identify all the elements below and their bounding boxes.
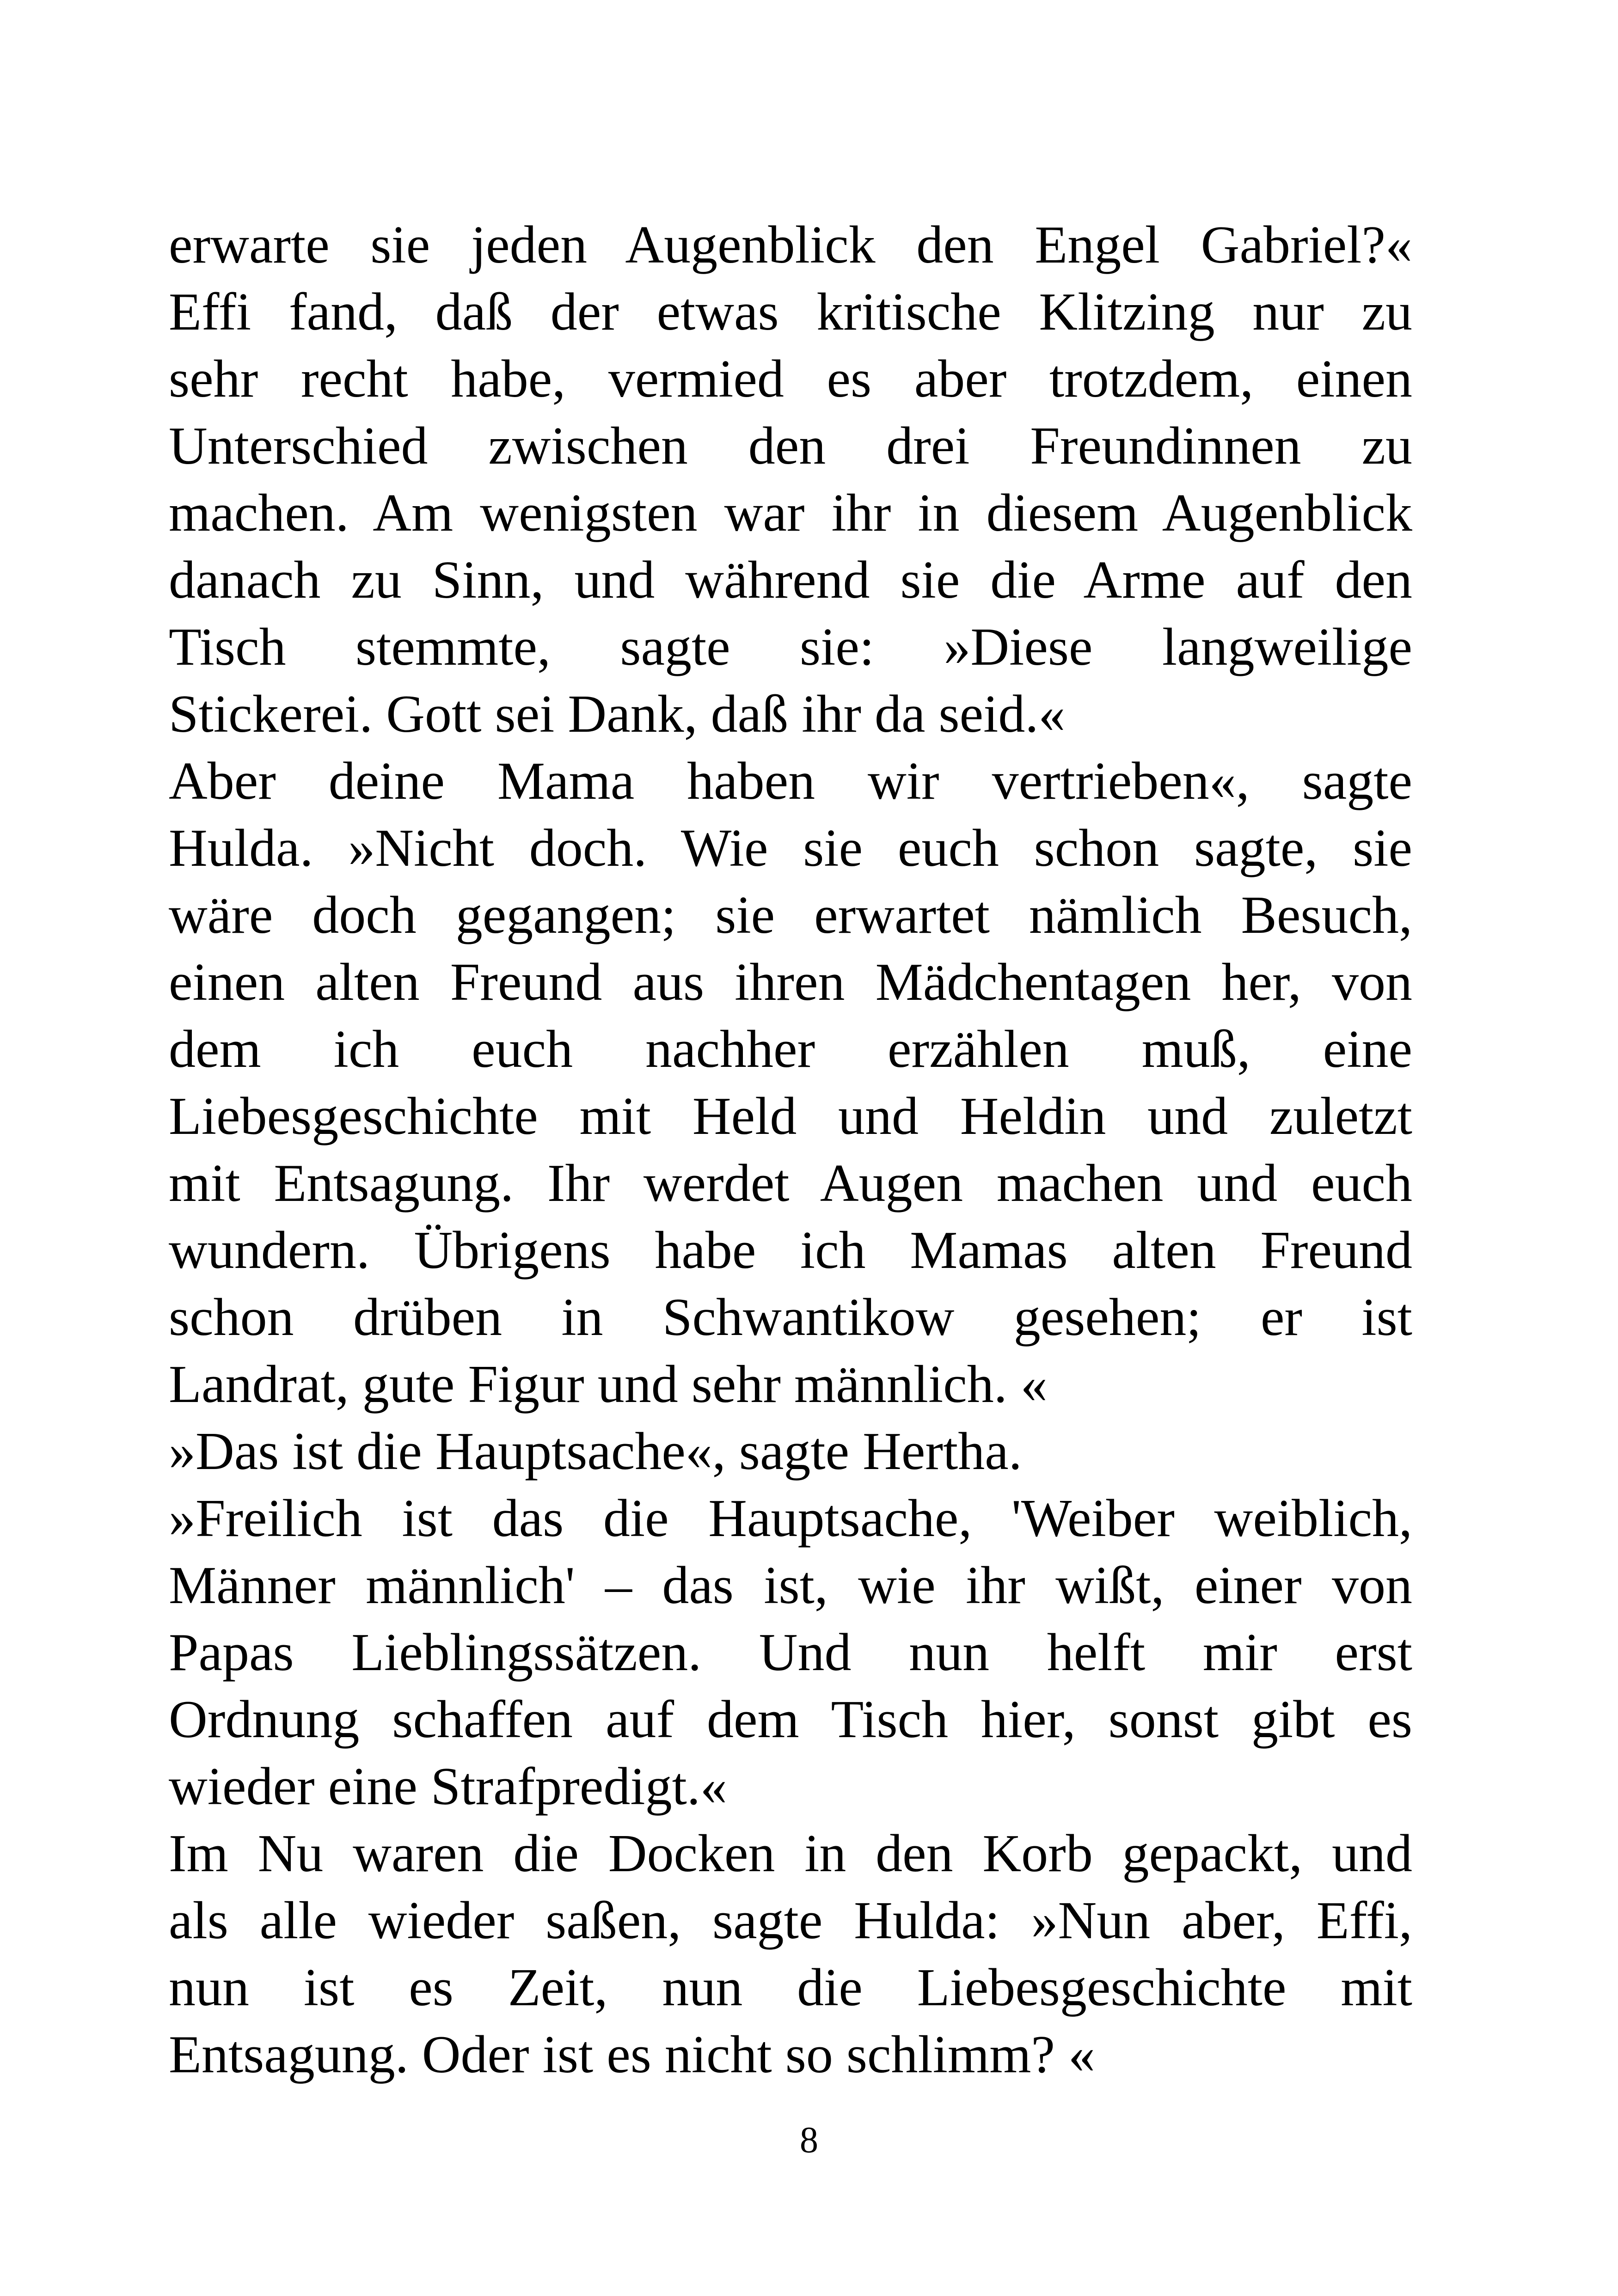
text-line: Liebesgeschichte mit Held und Heldin und zuletzt [169, 1087, 1412, 1146]
text-line: Unterschied zwischen den drei Freundinnen zu [169, 416, 1412, 476]
text-line: »Freilich ist das die Hauptsache, 'Weiber weiblich, [169, 1489, 1412, 1548]
text-line: Männer männlich' – das ist, wie ihr wißt, einer von [169, 1556, 1412, 1615]
text-line: sehr recht habe, vermied es aber trotzdem, einen [169, 349, 1412, 409]
text-line: mit Entsagung. Ihr werdet Augen machen und euch [169, 1154, 1412, 1213]
text-line: Effi fand, daß der etwas kritische Klitzing nur zu [169, 282, 1412, 342]
text-line: danach zu Sinn, und während sie die Arme auf den [169, 551, 1412, 610]
text-line: machen. Am wenigsten war ihr in diesem Augenblick [169, 484, 1412, 543]
text-line: »Das ist die Hauptsache«, sagte Hertha. [169, 1422, 1022, 1481]
text-line: Im Nu waren die Docken in den Korb gepackt, und [169, 1824, 1412, 1883]
text-line: erwarte sie jeden Augenblick den Engel Gabriel?« [169, 215, 1412, 275]
text-line: schon drüben in Schwantikow gesehen; er ist [169, 1288, 1412, 1347]
text-line: als alle wieder saßen, sagte Hulda: »Nun aber, Effi, [169, 1891, 1412, 1950]
text-line: wäre doch gegangen; sie erwartet nämlich Besuch, [169, 886, 1412, 945]
text-line: Papas Lieblingssätzen. Und nun helft mir erst [169, 1623, 1412, 1682]
text-line: Entsagung. Oder ist es nicht so schlimm? « [169, 2025, 1095, 2084]
text-line: wundern. Übrigens habe ich Mamas alten Freund [169, 1221, 1412, 1280]
text-line: nun ist es Zeit, nun die Liebesgeschichte mit [169, 1958, 1412, 2017]
text-line: Tisch stemmte, sagte sie: »Diese langweilige [169, 618, 1412, 677]
page-number: 8 [800, 2120, 818, 2161]
text-line: dem ich euch nachher erzählen muß, eine [169, 1020, 1412, 1079]
text-line: Hulda. »Nicht doch. Wie sie euch schon sagte, sie [169, 819, 1412, 878]
text-line: Landrat, gute Figur und sehr männlich. « [169, 1355, 1048, 1414]
text-line: wieder eine Strafpredigt.« [169, 1757, 727, 1816]
text-line: Ordnung schaffen auf dem Tisch hier, sonst gibt es [169, 1690, 1412, 1749]
body-text [169, 212, 1412, 2088]
text-line: Aber deine Mama haben wir vertrieben«, sagte [169, 752, 1412, 811]
text-line: Stickerei. Gott sei Dank, daß ihr da seid.« [169, 685, 1066, 744]
text-line: einen alten Freund aus ihren Mädchentagen her, von [169, 953, 1412, 1012]
